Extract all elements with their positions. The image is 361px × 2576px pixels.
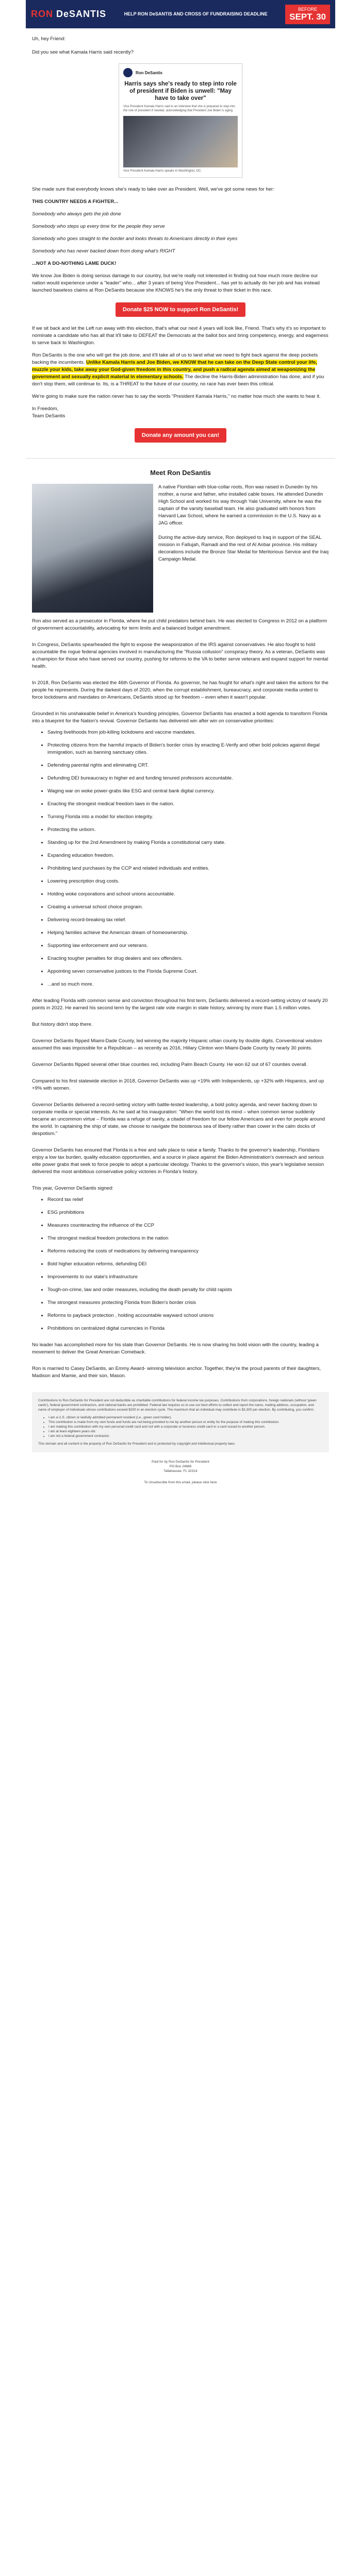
signed-item: • Reforms to payback protection , holding accountable wayward school unions [47,1312,329,1319]
photo-caption: Vice President Kamala Harris speaks in Washington, DC. [123,170,202,173]
fighter-line: Somebody who has never backed down from doing what's RIGHT [32,248,175,254]
email-container [26,0,335,1484]
signed-item: • Improvements to our state's infrastructure [47,1274,329,1281]
win-item: • Standing up for the 2nd Amendment by making Florida a constitutional carry state. [47,839,329,846]
donate-25-button[interactable]: Donate $25 NOW to support Ron DeSantis! [116,302,245,317]
header-message: HELP RON DeSANTIS AND CROSS OF FUNDRAISING DEADLINE [124,11,268,16]
header-banner[interactable] [26,0,335,28]
news-headline: Harris says she's ready to step into role of president if Biden is unwell: "May have to take over" [124,81,237,101]
section-title: Meet Ron DeSantis [150,469,211,477]
avatar [123,68,133,77]
win-item: • ...and so much more. [47,981,329,988]
win-item: • Delivering record-breaking tax relief. [47,917,329,924]
fighter-line: Somebody who goes straight to the border and looks threats to Americans directly in their eyes [32,236,238,242]
body-paragraph: Ron DeSantis is the one who will get the job done, and it'll take all of us to land what we need to fight back against the deep pockets backing the incumbents. Unlike Kamala Harris and Joe Biden, we KNOW that he can take on the Deep State control your life, muzzle your kids, take away your God-given freedom in this country, and push a radical agenda aimed at weaponizing the government and sexually explicit material in elementary schools. The decline the Harris-Biden administration has done, and if you don't stop them, will continue to. Its, is a THREAT to the future of our country, no race has ever been this critical. [32,352,324,387]
signed-item: • Measures counteracting the influence of the CCP [47,1222,329,1229]
win-item: • Defending parental rights and eliminating CRT. [47,762,329,769]
win-item: • Saving livelihoods from job-killing lockdowns and vaccine mandates. [47,729,329,736]
bio-paragraph: But history didn't stop there. [32,1022,93,1027]
account-name: Ron DeSantis [136,70,163,75]
win-item: • Defunding DEI bureaucracy in higher ed and funding tenured professors accountable. [47,775,329,782]
win-item: • Prohibiting land purchases by the CCP and related individuals and entities. [47,865,329,872]
body-paragraph: If we sit back and let the Left run away with this election, that's what our next 4 years will look like, Friend. That's why it's so important to nominate a candidate who has all that it'll take to DEFEAT the Democrats at the ballot box and bring competency, energy, and eagerness to serve back to Washington. [32,326,329,346]
win-item: • Protecting the unborn. [47,826,329,834]
win-item: • Enacting tougher penalties for drug dealers and sex offenders. [47,955,329,962]
bio-paragraph: In 2018, Ron DeSantis was elected the 46th Governor of Florida. As governor, he has fought for what's right and taken the actions for the people he represents. During the darkest days of 2020, when the corrupt establishment, bureaucracy, and corporate media united to force lockdowns and mandates on Americans, DeSantis stood up for freedom – even when it wasn't popular. [32,680,329,700]
news-screenshot [119,63,242,178]
mailing-address: Paid for by Ron DeSantis for President PO Box 24688 Tallahassee, FL 32314 [26,1460,335,1473]
legal-item: • I am a U.S. citizen or lawfully admitted permanent resident (i.e., green card holder). [48,1415,323,1420]
bio-paragraph: Ron also served as a prosecutor in Florida, where he put child predators behind bars. He was elected to Congress in 2012 on a platform of government accountability, advocating for term limits and a balanced budget amendment. [32,618,327,631]
body-heading: ...NOT A DO-NOTHING LAME DUCK! [32,261,117,266]
highlighted-text: Unlike Kamala Harris and Joe Biden, we KNOW that he can take on the Deep State control your life, muzzle your kids, take away your God-given freedom in this country, and push a radical agenda aimed at weaponizing the government and sexually explicit material in elementary schools. [32,360,317,380]
body-paragraph: We know Joe Biden is doing serious damage to our country, but we're really not interested in finding out how much more decline our nation would experience under a "leader" who... after 3 years of being Vice President... has yet to actually do her job and has instead launched baseless claims at Ron DeSantis because she KNOWS he's the only threat to their ticket in this race. [32,273,320,293]
bio-paragraph: After leading Florida with common sense and conviction throughout his first term, DeSantis delivered a record-setting victory of nearly 20 points in 2022. He earned his second term by the largest rate vote margin in state history, winning by more than 1.5 million votes. [32,998,328,1011]
legal-item: • I am at least eighteen years old. [48,1429,323,1434]
signed-list [32,1196,329,1332]
signed-item: • Prohibitions on centralized digital currencies in Florida [47,1325,329,1332]
win-item: • Holding woke corporations and school unions accountable. [47,891,329,898]
win-item: • Supporting law enforcement and our veterans. [47,942,329,950]
win-item: • Enacting the strongest medical freedom laws in the nation. [47,801,329,808]
news-summary: Vice President Kamala Harris said in an interview that she is prepared to step into the role of president if needed, acknowledging that President Joe Biden is aging. [123,105,235,112]
win-item: • Helping families achieve the American dream of homeownership. [47,929,329,937]
paid-for-text: Paid for by Ron DeSantis for President [152,1460,209,1464]
deadline-badge: BEFORE SEPT. 30 [285,5,330,24]
body-paragraph: She made sure that everybody knows she's ready to take over as President. Well, we've got some news for her: [32,187,274,192]
signed-item: • Bold higher education reforms, defunding DEI [47,1261,329,1268]
win-item: • Lowering prescription drug costs. [47,878,329,885]
signed-item: • The strongest medical freedom protections in the nation [47,1235,329,1242]
signed-item: • The strongest measures protecting Florida from Biden's border crisis [47,1299,329,1307]
bio-paragraph: In Congress, DeSantis spearheaded the fight to expose the weaponization of the IRS against conservatives. He also fought to hold accountable the rogue federal agencies involved in manufacturing the "Russia collusion" conspiracy theory. As a veteran, DeSantis was a champion for those who have served our country, pushing for reforms to the VA to better serve veterans and expand support for mental health. [32,642,329,669]
fighter-line: Somebody who always gets the job done [32,211,121,217]
fighter-line: Somebody who steps up every time for the people they serve [32,224,165,229]
signed-item: • Tough-on-crime, law and order measures, including the death penalty for child rapists [47,1286,329,1294]
bio-paragraph: Compared to his first statewide election in 2018, Governor DeSantis was up +19% with Independents, up +32% with Hispanics, and up +9% with women. [32,1078,324,1091]
bio-paragraph: Governor DeSantis flipped several other blue counties red, including Palm Beach County. He won 62 out of 67 counties overall. [32,1062,308,1067]
win-item: • Creating a universal school choice program. [47,904,329,911]
win-item: • Expanding education freedom. [47,852,329,859]
divider [26,458,335,459]
bio-paragraph: Governor DeSantis has ensured that Florida is a free and safe place to raise a family. Thanks to the governor's leadership, Floridians enjoy a low tax burden, quality education opportunities, and a source in place against the Biden Administration's overreach and serious elite power grabs that seek to force people to adopt a particular ideology. Thanks to the governor's vision, this year's legislative session delivered the most ambitious conservative policy victories in Florida's history. [32,1147,324,1175]
intro-question: Did you see what Kamala Harris said recently? [32,49,134,55]
win-item: • Protecting citizens from the harmful impacts of Biden's border crisis by enacting E-Verify and other bold policies against illegal immigration, such as banning sanctuary cities. [47,742,329,756]
bio-paragraph: Governor DeSantis flipped Miami-Dade County, led winning the majority Hispanic urban county by double digits. Conventional wisdom assumed this was impossible for a Republican – as recently as 2016, Hillary Clinton won Miami-Dade County by nearly 30 points. [32,1038,322,1051]
signoff: In Freedom, Team DeSantis [32,406,65,419]
bio-paragraph: No leader has accomplished more for his state than Governor DeSantis. He is now sharing his bold vision with the country, leading a movement to deliver the Great American Comeback. [32,1342,319,1355]
signed-item: • Record tax relief [47,1196,329,1204]
win-item: • Turning Florida into a model for election integrity. [47,814,329,821]
bio-paragraph: Governor DeSantis delivered a record-setting victory with battle-tested leadership, a bold policy agenda, and never backing down to corporate media or special interests. As he said at his inauguration: "When the world lost its mind – when common sense suddenly became an uncommon virtue – Florida was a refuge of sanity, a citadel of freedom for our fellow Americans and even for people around the world. In captaining the ship of state, we choose to navigate the boisterous sea of liberty rather than cower in the calm docks of despotism." [32,1102,325,1137]
signed-item: • Reforms reducing the costs of medications by delivering transparency [47,1248,329,1255]
win-item: • Appointing seven conservative justices to the Florida Supreme Court. [47,968,329,975]
body-heading: THIS COUNTRY NEEDS A FIGHTER... [32,199,119,205]
signed-item: • ESG prohibitions [47,1209,329,1216]
news-photo [123,116,238,167]
win-item: • Waging war on woke power-grabs like ESG and central bank digital currency. [47,788,329,795]
portrait-photo [32,484,153,613]
bio-paragraph: This year, Governor DeSantis signed: [32,1185,113,1191]
campaign-logo: RON DeSANTIS [31,9,107,19]
bio-text: A native Floridian with blue-collar roots, Ron was raised in Dunedin by his mother, a nurse and father, who installed cable boxes. He attended Dunedin High School and worked his way through Yale University, where he was the captain of the varsity baseball team. He also graduated with honors from Harvard Law School, where he earned a commission in the U.S. Navy as a JAG officer. During the active-duty service, Ron deployed to Iraq in support of the SEAL mission in Fallujah, Ramadi and the rest of Al Anbar province. His military decorations include the Bronze Star Medal for Meritorious Service and the Iraq Campaign Medal. [158,484,329,562]
wins-list [32,729,329,988]
bio-block [32,484,329,613]
unsubscribe-link[interactable]: To Unsubscribe from this email, please click here [144,1481,217,1484]
greeting: Uh, hey Friend: [32,36,65,42]
body-paragraph: We're going to make sure the nation never has to say the words "President Kamala Harris," no matter how much she wants to hear it. [32,394,321,399]
bio-paragraph: Ron is married to Casey DeSantis, an Emmy Award- winning television anchor. Together, they're the proud parents of their daughters, Madison and Mamie, and their son, Mason. [32,1366,321,1379]
bio-paragraph: Grounded in his unshakeable belief in America's founding principles, Governor DeSantis has enacted a bold agenda to transform Florida into a blueprint for the Nation's revival. Governor DeSantis has delivered win after win on conservative priorities: [32,711,327,724]
legal-disclaimer: Contributions to Ron DeSantis for President are not deductible as charitable contributions for federal income tax purposes. Contributions from corporations, foreign nationals (without 'green cards'), federal government contractors, and national banks are prohibited. Federal law requires us to use our best efforts to collect and report the name, mailing address, occupation, and name of employer of individuals whose contributions exceed $200 in an election cycle. The maximum that an individual may contribute is $3,300 per election. By contributing, you confirm: • I am a U.S. citizen or lawfully admitted permanent resident (i.e., green card holder). • This contribution is made from my own funds and funds are not being provided to me by another person or entity for the purpose of making this contribution. • I am making this contribution with my own personal credit card and not with a corporate or business credit card or a card issued to another person. • I am at least eighteen years old. • I am not a federal government contractor. This domain and all content is the property of Ron DeSantis for President and is protected by copyright and intellectual property laws. [32,1392,329,1452]
donate-any-button[interactable]: Donate any amount you can! [135,428,226,443]
legal-item: • This contribution is made from my own funds and funds are not being provided to me by another person or entity for the purpose of making this contribution. [48,1420,323,1425]
legal-item: • I am not a federal government contractor. [48,1434,323,1438]
legal-item: • I am making this contribution with my own personal credit card and not with a corporate or business credit card or a card issued to another person. [48,1425,323,1429]
